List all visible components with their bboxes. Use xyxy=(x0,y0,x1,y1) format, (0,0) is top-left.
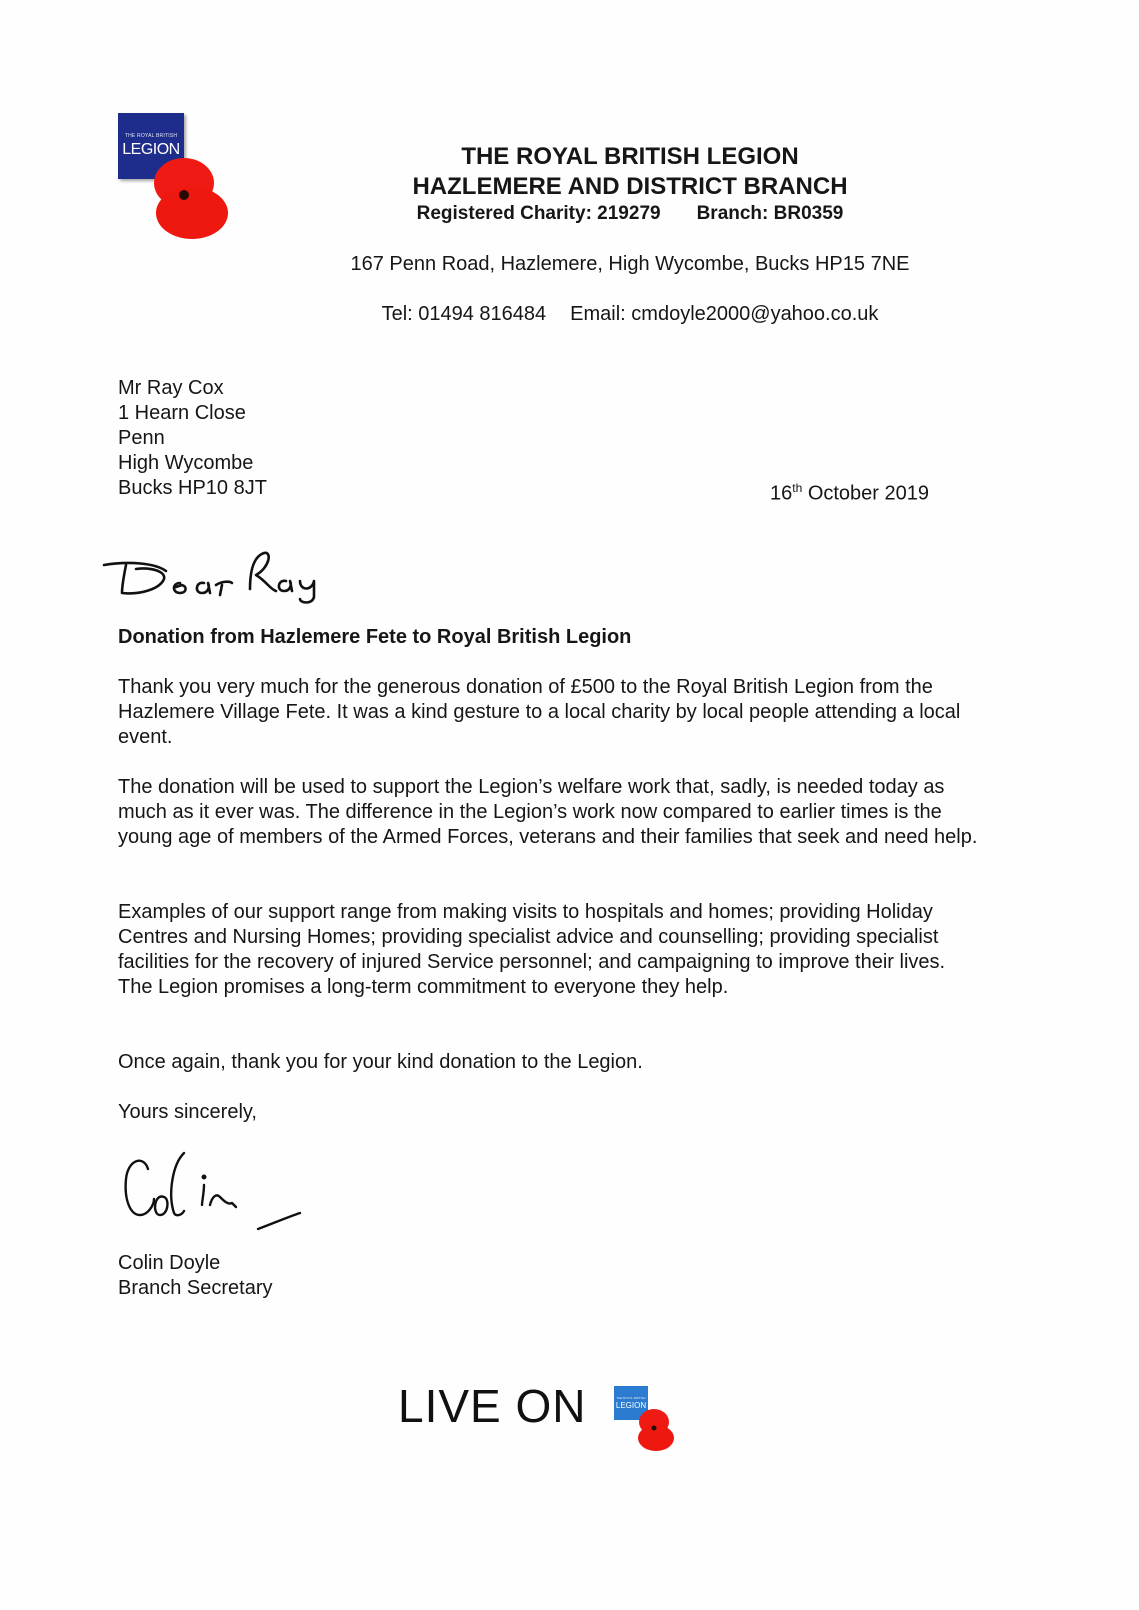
footer-poppy-icon xyxy=(634,1408,676,1452)
branch-code: Branch: BR0359 xyxy=(696,203,844,224)
org-name: THE ROYAL BRITISH LEGION xyxy=(461,143,799,170)
logo-big-text: LEGION xyxy=(122,141,180,158)
recipient-line: Mr Ray Cox xyxy=(118,377,224,399)
contact-line xyxy=(300,301,960,327)
recipient-line: 1 Hearn Close xyxy=(118,402,246,424)
recipient-line: High Wycombe xyxy=(118,452,254,474)
date-suffix: th xyxy=(792,481,803,495)
handwritten-salutation xyxy=(100,545,340,605)
body-paragraph: Examples of our support range from making visits to hospitals and homes; providing Holiday Centres and Nursing Homes; providing specialist advice and counselling; providing specialist facilities for the recovery of injured Service personnel; and campaigning to improve their lives. The Legion promises a long-term commitment to everyone they help. xyxy=(118,901,946,998)
branch-address: 167 Penn Road, Hazlemere, High Wycombe, Bucks HP15 7NE xyxy=(350,253,910,275)
legion-logo xyxy=(118,113,228,243)
logo-small-text: THE ROYAL BRITISH xyxy=(124,133,178,139)
signer-block xyxy=(118,1251,273,1301)
date-rest: October 2019 xyxy=(802,482,930,505)
letter-date xyxy=(770,476,929,507)
recipient-line: Penn xyxy=(118,427,165,449)
date-day: 16 xyxy=(770,482,793,505)
poppy-icon xyxy=(150,157,230,239)
footer-legion-logo xyxy=(614,1386,684,1456)
footer-logo-small-text: THE ROYAL BRITISH xyxy=(616,1396,646,1400)
signer-name: Colin Doyle xyxy=(118,1252,221,1274)
letter-subject: Donation from Hazlemere Fete to Royal British Legion xyxy=(118,626,632,648)
closing: Yours sincerely, xyxy=(118,1101,257,1123)
telephone: Tel: 01494 816484 xyxy=(381,303,547,325)
body-paragraph: The donation will be used to support the Legion’s welfare work that, sadly, is needed today as much as it ever was. The difference in the Legion’s work now compared to earlier times is the young age of members of the Armed Forces, veterans and their families that seek and need help. xyxy=(118,776,978,848)
live-on-slogan: LIVE ON xyxy=(398,1380,587,1432)
branch-name: HAZLEMERE AND DISTRICT BRANCH xyxy=(412,173,848,200)
body-paragraph: Once again, thank you for your kind donation to the Legion. xyxy=(118,1051,643,1073)
recipient-line: Bucks HP10 8JT xyxy=(118,477,267,499)
body-paragraph: Thank you very much for the generous donation of £500 to the Royal British Legion from the Hazlemere Village Fete. It was a kind gesture to a local charity by local people attending a local event. xyxy=(118,676,961,748)
charity-line xyxy=(300,202,960,226)
handwritten-signature xyxy=(118,1145,318,1240)
footer-logo-big-text: LEGION xyxy=(615,1401,647,1410)
email: Email: cmdoyle2000@yahoo.co.uk xyxy=(570,303,879,325)
recipient-address xyxy=(118,376,267,501)
signer-title: Branch Secretary xyxy=(118,1277,273,1299)
charity-number: Registered Charity: 219279 xyxy=(416,203,661,224)
